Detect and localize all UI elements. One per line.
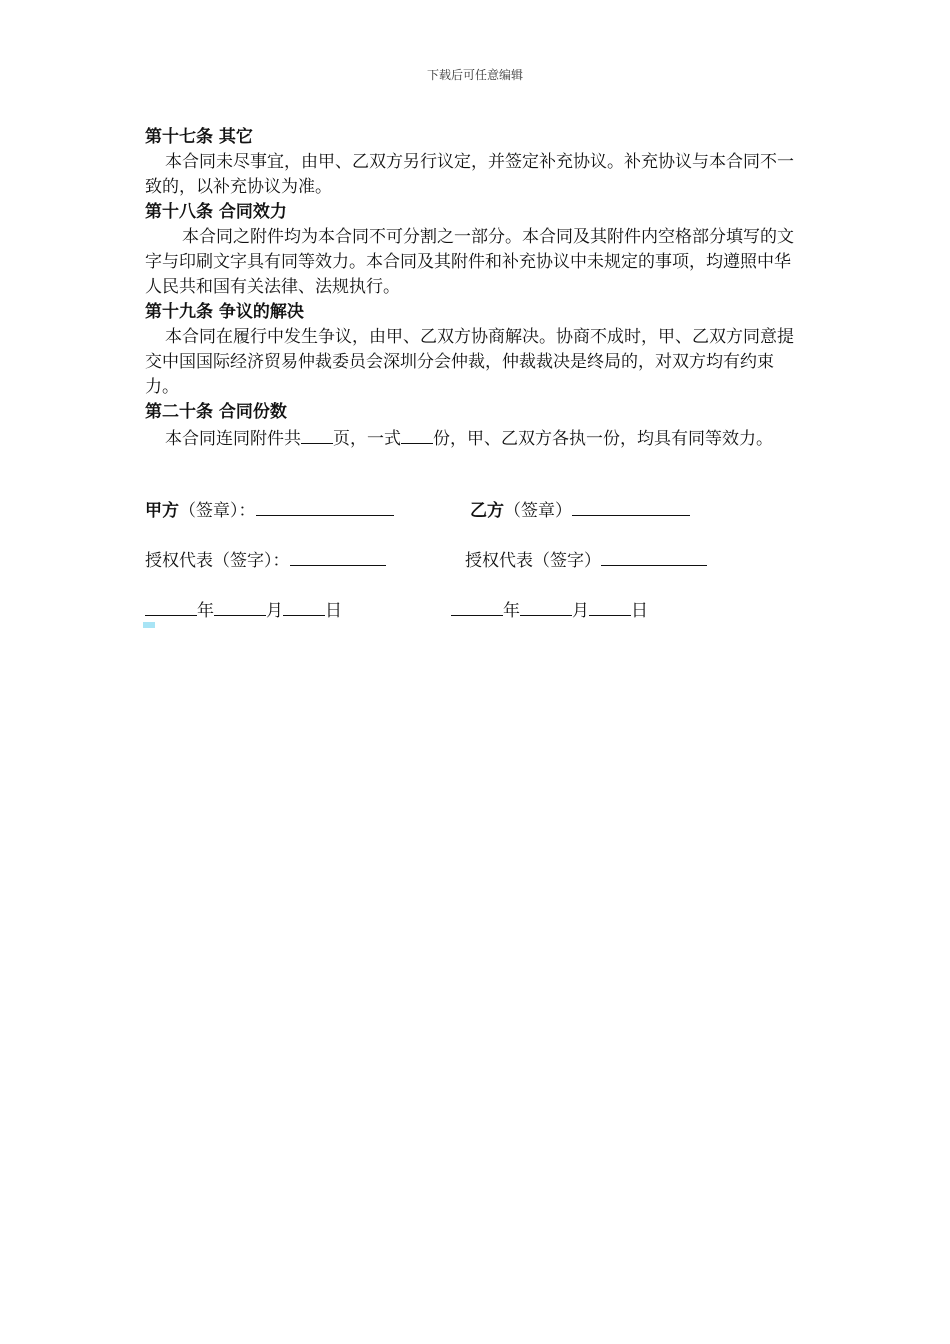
article-18-title: 第十八条 合同效力 [145,202,287,222]
article-17-title: 第十七条 其它 [145,127,253,147]
rep-b-label: 授权代表（签字） [465,551,601,571]
date-a [145,601,342,621]
date-a-year-label: 年 [197,601,214,621]
article-20-text-part2: 页，一式 [333,429,401,449]
page-header: 下载后可任意编辑 [426,68,523,82]
contract-body [145,125,805,452]
party-signature-row [145,497,572,524]
date-b-day-blank[interactable] [589,597,631,616]
representative-row [145,547,601,574]
date-a-month-blank[interactable] [214,597,266,616]
date-b [451,597,648,624]
party-b [470,497,690,524]
rep-b-signature-blank[interactable] [601,547,707,566]
date-b-month-label: 月 [572,601,589,621]
party-a [145,501,394,521]
date-b-year-label: 年 [503,601,520,621]
party-a-seal-blank[interactable] [256,497,394,516]
article-20-text-part1: 本合同连同附件共 [165,429,301,449]
date-a-month-label: 月 [266,601,283,621]
article-19-text: 本合同在履行中发生争议，由甲、乙双方协商解决。协商不成时，甲、乙双方同意提交中国国际经济贸易仲裁委员会深圳分会仲裁，仲裁裁决是终局的，对双方均有约束力。 [145,327,794,397]
date-row [145,597,648,624]
party-a-suffix: （签章）： [179,501,256,521]
cursor-marker [143,622,155,628]
article-18-text: 本合同之附件均为本合同不可分割之一部分。本合同及其附件内空格部分填写的文字与印刷文字具有同等效力。本合同及其附件和补充协议中未规定的事项，均遵照中华人民共和国有关法律、法规执行。 [145,227,794,297]
date-b-month-blank[interactable] [520,597,572,616]
article-19-title: 第十九条 争议的解决 [145,302,304,322]
rep-a-label: 授权代表（签字）： [145,551,290,571]
article-20-text [145,425,805,452]
party-b-suffix: （签章） [504,501,572,521]
article-20-title: 第二十条 合同份数 [145,402,287,422]
article-17-text: 本合同未尽事宜，由甲、乙双方另行议定，并签定补充协议。补充协议与本合同不一致的，以补充协议为准。 [145,152,794,197]
page-count-blank[interactable] [301,425,333,444]
rep-a [145,551,386,571]
party-a-label: 甲方 [145,501,179,521]
copies-count-blank[interactable] [401,425,433,444]
rep-a-signature-blank[interactable] [290,547,386,566]
party-b-seal-blank[interactable] [572,497,690,516]
rep-b [465,547,707,574]
date-a-year-blank[interactable] [145,597,197,616]
date-a-day-label: 日 [325,601,342,621]
date-a-day-blank[interactable] [283,597,325,616]
date-b-year-blank[interactable] [451,597,503,616]
date-b-day-label: 日 [631,601,648,621]
party-b-label: 乙方 [470,501,504,521]
article-20-text-part3: 份，甲、乙双方各执一份，均具有同等效力。 [433,429,773,449]
